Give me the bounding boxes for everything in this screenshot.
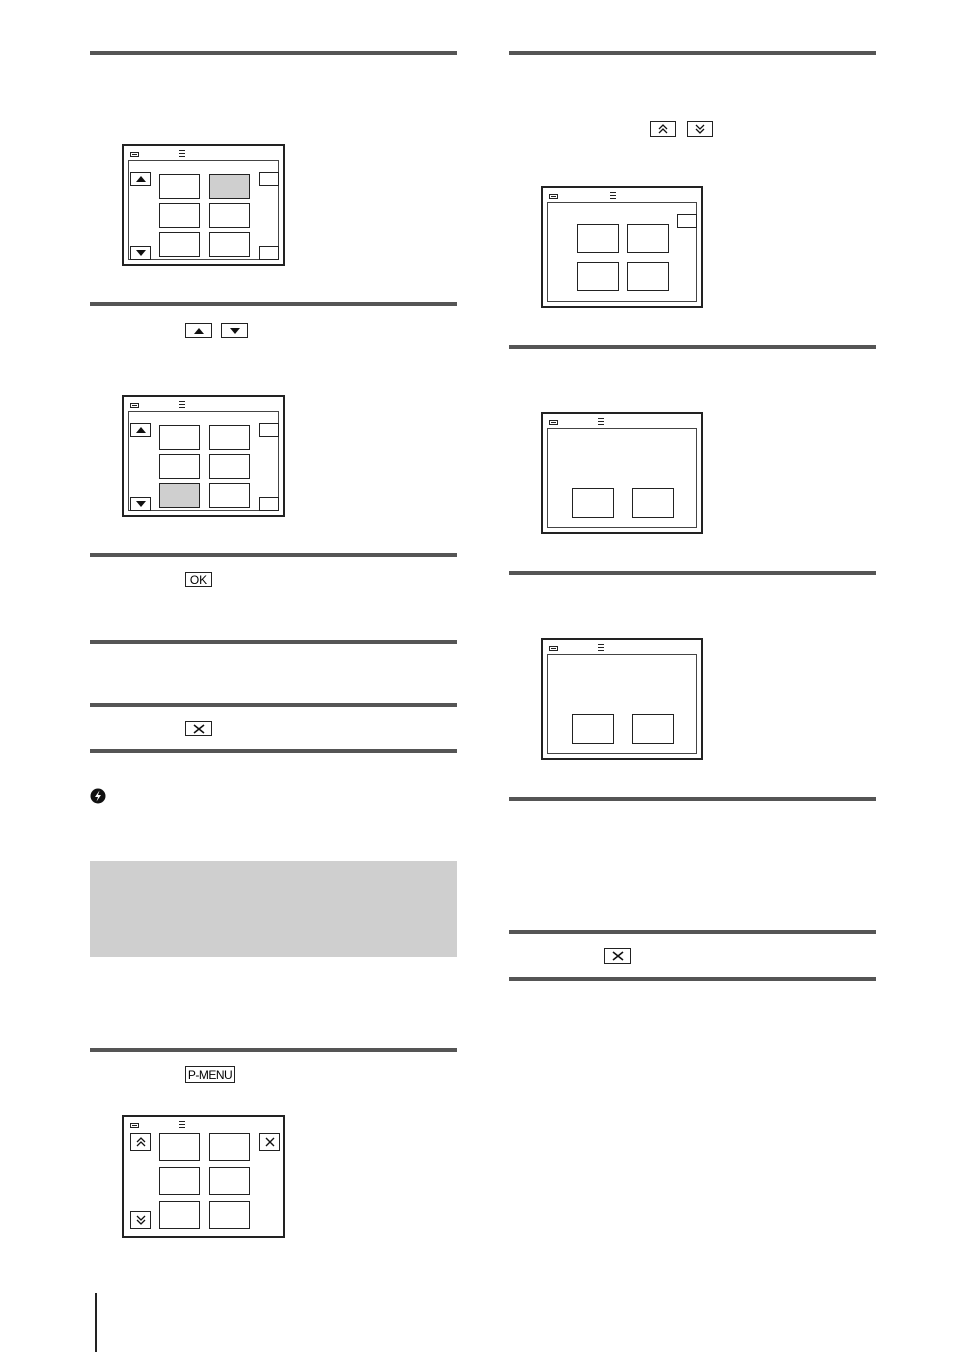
- triangle-down-icon: [230, 328, 240, 334]
- thumbnail-cell[interactable]: [159, 174, 200, 199]
- double-chevron-up-icon: [136, 1137, 146, 1147]
- confirm-option[interactable]: [572, 488, 614, 518]
- lcd-screen-index: [122, 395, 285, 517]
- triangle-up-icon: [136, 176, 146, 182]
- step-divider: [90, 302, 457, 306]
- close-button[interactable]: [259, 1133, 280, 1151]
- menu-item[interactable]: [159, 1201, 200, 1229]
- thumbnail-cell[interactable]: [159, 203, 200, 228]
- menu-item[interactable]: [159, 1133, 200, 1161]
- step-divider: [90, 553, 457, 557]
- triangle-down-icon: [136, 501, 146, 507]
- step-divider: [509, 51, 876, 55]
- triangle-up-icon: [136, 427, 146, 433]
- scroll-up-button[interactable]: [130, 423, 151, 437]
- double-chevron-down-icon: [136, 1215, 146, 1225]
- thumbnail-cell[interactable]: [209, 232, 250, 257]
- battery-icon: [549, 420, 558, 425]
- lcd-screen-p-menu: [122, 1115, 285, 1238]
- menu-item[interactable]: [209, 1133, 250, 1161]
- close-button-inline[interactable]: [604, 948, 631, 964]
- memory-icon: [179, 150, 185, 157]
- thumbnail-cell[interactable]: [159, 454, 200, 479]
- scroll-up-button[interactable]: [130, 172, 151, 186]
- page-up-button[interactable]: [130, 1133, 151, 1151]
- thumbnail-cell-selected[interactable]: [209, 174, 250, 199]
- memory-icon: [179, 1121, 185, 1128]
- step-divider: [90, 51, 457, 55]
- thumbnail-cell[interactable]: [209, 425, 250, 450]
- memory-icon: [610, 192, 616, 199]
- memory-icon: [598, 644, 604, 651]
- thumbnail-cell-selected[interactable]: [159, 483, 200, 508]
- page-down-button[interactable]: [130, 1211, 151, 1229]
- step-divider: [509, 571, 876, 575]
- battery-icon: [130, 1123, 139, 1128]
- corner-button[interactable]: [677, 214, 697, 228]
- corner-button-top[interactable]: [259, 172, 279, 186]
- confirm-option[interactable]: [572, 714, 614, 744]
- thumbnail-cell[interactable]: [209, 203, 250, 228]
- scroll-down-button[interactable]: [130, 246, 151, 260]
- battery-icon: [130, 403, 139, 408]
- section-title-panel: [90, 861, 457, 957]
- thumbnail-cell[interactable]: [159, 232, 200, 257]
- step-divider: [90, 749, 457, 753]
- lcd-screen-confirm: [541, 412, 703, 534]
- battery-icon: [130, 152, 139, 157]
- triangle-up-icon: [194, 328, 204, 334]
- page-up-button-inline[interactable]: [650, 121, 676, 137]
- double-chevron-down-icon: [695, 124, 705, 134]
- battery-icon: [549, 194, 558, 199]
- triangle-down-icon: [136, 250, 146, 256]
- option-cell[interactable]: [627, 262, 669, 291]
- thumbnail-cell[interactable]: [209, 483, 250, 508]
- up-button-inline[interactable]: [185, 323, 212, 338]
- thumbnail-cell[interactable]: [159, 425, 200, 450]
- page-down-button-inline[interactable]: [687, 121, 713, 137]
- menu-item[interactable]: [209, 1167, 250, 1195]
- corner-button-top[interactable]: [259, 423, 279, 437]
- down-button-inline[interactable]: [221, 323, 248, 338]
- p-menu-button-inline[interactable]: P-MENU: [185, 1066, 235, 1083]
- corner-button-bottom[interactable]: [259, 497, 279, 511]
- corner-button-bottom[interactable]: [259, 246, 279, 260]
- step-divider: [90, 640, 457, 644]
- ok-button-inline[interactable]: OK: [185, 572, 212, 587]
- lcd-screen-menu: [541, 186, 703, 308]
- step-divider: [509, 797, 876, 801]
- battery-icon: [549, 646, 558, 651]
- close-x-icon: [612, 951, 624, 961]
- confirm-option[interactable]: [632, 488, 674, 518]
- option-cell[interactable]: [577, 262, 619, 291]
- lcd-screen-index: [122, 144, 285, 266]
- menu-item[interactable]: [159, 1167, 200, 1195]
- scroll-down-button[interactable]: [130, 497, 151, 511]
- step-divider: [90, 703, 457, 707]
- close-button-inline[interactable]: [185, 721, 212, 736]
- warning-bolt-icon: [90, 788, 106, 804]
- step-divider: [509, 345, 876, 349]
- close-x-icon: [265, 1137, 275, 1147]
- lcd-screen-confirm: [541, 638, 703, 760]
- close-x-icon: [193, 724, 205, 734]
- menu-item[interactable]: [209, 1201, 250, 1229]
- option-cell[interactable]: [577, 224, 619, 253]
- step-divider: [509, 977, 876, 981]
- memory-icon: [598, 418, 604, 425]
- step-divider: [509, 930, 876, 934]
- memory-icon: [179, 401, 185, 408]
- option-cell[interactable]: [627, 224, 669, 253]
- confirm-option[interactable]: [632, 714, 674, 744]
- double-chevron-up-icon: [658, 124, 668, 134]
- thumbnail-cell[interactable]: [209, 454, 250, 479]
- step-divider: [90, 1048, 457, 1052]
- page-margin-line: [95, 1293, 97, 1352]
